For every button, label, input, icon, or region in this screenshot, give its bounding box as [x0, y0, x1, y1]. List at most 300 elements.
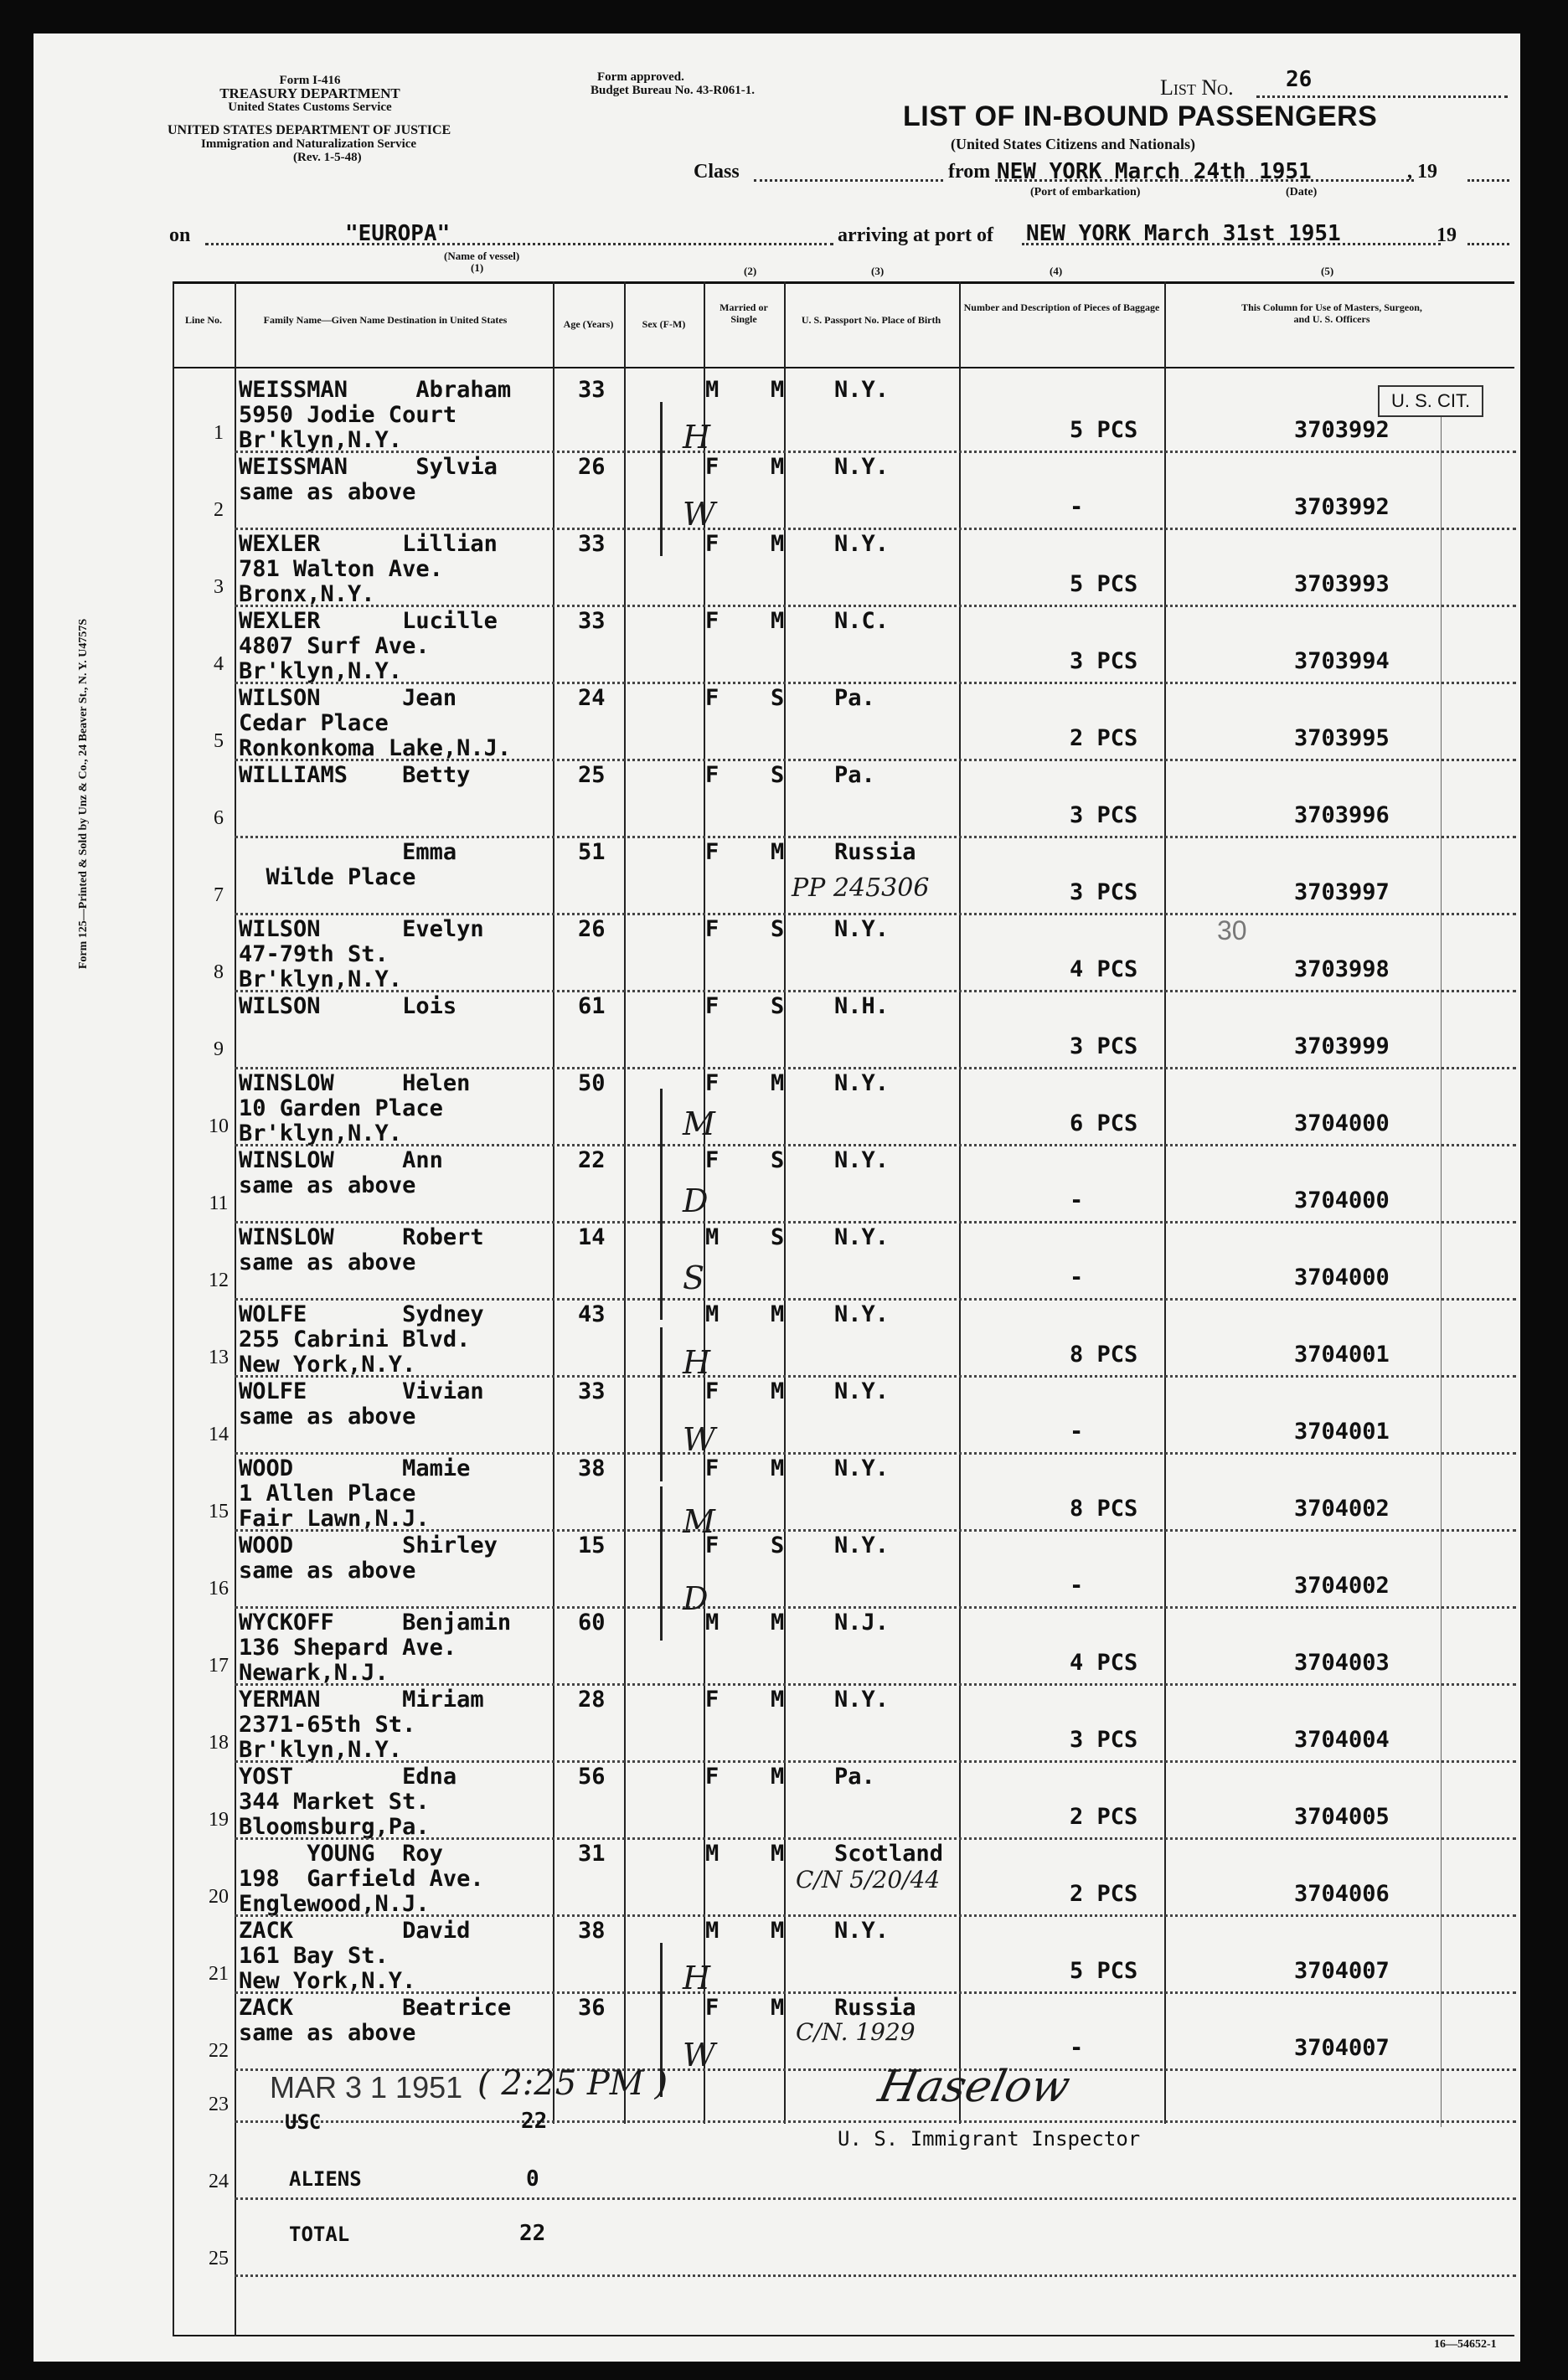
col-rule-name: [553, 281, 554, 2124]
passenger-name: WYCKOFF Benjamin: [239, 1610, 512, 1636]
passenger-name: WILSON Jean: [239, 685, 457, 711]
passenger-name: WINSLOW Helen: [239, 1070, 471, 1096]
pencil-number-30: 30: [1217, 915, 1247, 945]
service: United States Customs Service: [228, 100, 392, 114]
row-rule: [235, 1144, 1516, 1146]
passenger-name: WILSON Lois: [239, 993, 457, 1019]
passenger-name: WOLFE Sydney: [239, 1301, 484, 1327]
passenger-name: YOST Edna: [239, 1764, 457, 1790]
marital-status: S: [771, 916, 785, 942]
place-of-birth: Russia: [834, 839, 916, 865]
row-rule: [235, 528, 1516, 530]
destination-line-1: Cedar Place: [239, 710, 389, 736]
baggage: -: [1070, 1419, 1084, 1445]
line-number: 1: [214, 422, 224, 444]
col-num-2: (2): [744, 265, 757, 277]
col-rule-officers: [1441, 402, 1442, 2127]
sex: M: [705, 1918, 720, 1944]
row-rule: [235, 1221, 1516, 1223]
age: 24: [578, 685, 606, 711]
row-rule: [235, 836, 1516, 838]
col-head-passport: U. S. Passport No. Place of Birth: [801, 314, 941, 326]
sex: F: [705, 1070, 720, 1096]
official-number: 3704003: [1294, 1650, 1390, 1676]
passenger-name: Emma: [239, 839, 457, 865]
marital-status: M: [771, 1995, 785, 2021]
marital-status: M: [771, 1764, 785, 1790]
row-rule: [235, 759, 1516, 761]
destination-line-2: New York,N.Y.: [239, 1968, 416, 1994]
place-of-birth: N.J.: [834, 1610, 890, 1636]
usc-value: 22: [521, 2109, 548, 2134]
age: 38: [578, 1918, 606, 1944]
year-prefix-2: 19: [1436, 224, 1457, 246]
line-number: 4: [214, 653, 224, 675]
destination-line-2: New York,N.Y.: [239, 1352, 416, 1378]
destination-line-1: Wilde Place: [239, 864, 416, 890]
relationship-mark: W: [683, 1421, 716, 1458]
official-number: 3704006: [1294, 1881, 1390, 1907]
date-stamp: MAR 3 1 1951: [270, 2070, 463, 2104]
destination-line-1: same as above: [239, 1404, 416, 1430]
row-rule: [235, 1529, 1516, 1532]
marital-status: M: [771, 1378, 785, 1404]
baggage: -: [1070, 1265, 1084, 1290]
row-rule: [235, 1760, 1516, 1763]
destination-line-1: 255 Cabrini Blvd.: [239, 1327, 471, 1352]
passenger-name: ZACK David: [239, 1918, 471, 1944]
official-number: 3704004: [1294, 1727, 1390, 1753]
sex: F: [705, 993, 720, 1019]
relationship-mark: D: [683, 1182, 709, 1219]
sex: F: [705, 1533, 720, 1558]
destination-line-1: 136 Shepard Ave.: [239, 1635, 457, 1661]
sex: F: [705, 1455, 720, 1481]
age: 26: [578, 916, 606, 942]
immigration-service: Immigration and Naturalization Service: [201, 137, 417, 151]
row-rule: [235, 682, 1516, 684]
official-number: 3703996: [1294, 802, 1390, 828]
destination-line-2: Br'klyn,N.Y.: [239, 658, 403, 684]
place-of-birth: N.Y.: [834, 454, 890, 480]
port-of-embarkation: NEW YORK March 24th 1951: [997, 159, 1312, 184]
list-no-label: List No.: [1160, 75, 1234, 100]
col-rule-baggage: [1164, 281, 1166, 2124]
destination-line-1: same as above: [239, 1558, 416, 1584]
class-dots: [754, 179, 943, 182]
official-number: 3704000: [1294, 1187, 1390, 1213]
sex: F: [705, 608, 720, 634]
row-rule: [235, 2120, 1516, 2123]
list-no-dots: [1256, 95, 1508, 98]
line-number: 11: [209, 1193, 229, 1214]
passenger-name: WEXLER Lucille: [239, 608, 498, 634]
baggage: 3 PCS: [1070, 802, 1138, 828]
place-of-birth: N.Y.: [834, 531, 890, 557]
marital-status: S: [771, 685, 785, 711]
baggage: 8 PCS: [1070, 1342, 1138, 1368]
row-rule: [235, 1991, 1516, 1994]
age: 38: [578, 1455, 606, 1481]
sex: F: [705, 1764, 720, 1790]
baggage: -: [1070, 2035, 1084, 2061]
handwritten-cn-1: C/N 5/20/44: [796, 1866, 941, 1893]
manifest-page: [34, 33, 1520, 2362]
place-of-birth: N.H.: [834, 993, 890, 1019]
sex: M: [705, 1610, 720, 1636]
line-number: 20: [209, 1886, 229, 1908]
place-of-birth: N.Y.: [834, 1918, 890, 1944]
official-number: 3704000: [1294, 1265, 1390, 1290]
age: 15: [578, 1533, 606, 1558]
relationship-mark: M: [683, 1503, 715, 1540]
line-number: 18: [209, 1732, 229, 1754]
row-rule: [235, 451, 1516, 453]
row-rule: [235, 1375, 1516, 1378]
age: 36: [578, 1995, 606, 2021]
destination-line-1: 5950 Jodie Court: [239, 402, 457, 428]
baggage: 4 PCS: [1070, 1650, 1138, 1676]
line-number: 16: [209, 1578, 229, 1600]
place-of-birth: N.Y.: [834, 1687, 890, 1713]
passenger-name: YERMAN Miriam: [239, 1687, 484, 1713]
baggage: 4 PCS: [1070, 956, 1138, 982]
col-num-5: (5): [1321, 265, 1334, 277]
marital-status: S: [771, 1147, 785, 1173]
destination-line-1: 198 Garfield Ave.: [239, 1866, 484, 1892]
vessel-dots: [205, 243, 833, 245]
row-rule: [235, 1914, 1516, 1917]
official-number: 3704001: [1294, 1342, 1390, 1368]
destination-line-1: 4807 Surf Ave.: [239, 633, 430, 659]
official-number: 3703997: [1294, 879, 1390, 905]
row-rule: [235, 1067, 1516, 1069]
place-of-birth: N.Y.: [834, 1455, 890, 1481]
age: 33: [578, 531, 606, 557]
age: 60: [578, 1610, 606, 1636]
place-of-birth: N.Y.: [834, 1070, 890, 1096]
passenger-name: WEISSMAN Abraham: [239, 377, 512, 403]
sex: F: [705, 685, 720, 711]
sex: F: [705, 454, 720, 480]
justice-block: [168, 124, 544, 164]
baggage: -: [1070, 494, 1084, 520]
relationship-mark: D: [683, 1580, 709, 1617]
handwritten-passport: PP 245306: [792, 873, 930, 903]
inspector-title: U. S. Immigrant Inspector: [838, 2127, 1141, 2151]
relationship-mark: W: [683, 496, 716, 533]
official-number: 3704007: [1294, 1958, 1390, 1984]
marital-status: M: [771, 1687, 785, 1713]
line-number: 13: [209, 1347, 229, 1368]
form-number: Form I-416: [279, 74, 341, 87]
destination-line-2: Br'klyn,N.Y.: [239, 966, 403, 992]
arriving-label: arriving at port of: [838, 224, 993, 246]
age: 31: [578, 1841, 606, 1867]
total-value: 22: [519, 2221, 546, 2246]
passenger-name: WEXLER Lillian: [239, 531, 498, 557]
col-rule-passport: [959, 281, 961, 2124]
sex: M: [705, 1841, 720, 1867]
passenger-name: WILLIAMS Betty: [239, 762, 471, 788]
footer-code: 16—54652-1: [1434, 2338, 1497, 2351]
vessel-caption: (Name of vessel): [444, 250, 520, 262]
line-number: 25: [209, 2248, 229, 2269]
official-number: 3704001: [1294, 1419, 1390, 1445]
line-number: 12: [209, 1270, 229, 1291]
destination-line-1: 161 Bay St.: [239, 1943, 389, 1969]
col-rule-left: [173, 281, 174, 2336]
baggage: 8 PCS: [1070, 1496, 1138, 1522]
sex: F: [705, 1995, 720, 2021]
row-rule: [235, 2197, 1516, 2200]
marital-status: M: [771, 608, 785, 634]
official-number: 3704005: [1294, 1804, 1390, 1830]
col-head-baggage: Number and Description of Pieces of Baggage: [963, 301, 1160, 313]
marital-status: S: [771, 762, 785, 788]
inspector-signature: Haselow: [874, 2062, 1075, 2112]
official-number: 3703999: [1294, 1033, 1390, 1059]
baggage: 5 PCS: [1070, 417, 1138, 443]
vessel-name: "EUROPA": [345, 221, 451, 246]
destination-line-2: Bloomsburg,Pa.: [239, 1814, 430, 1840]
destination-line-1: 1 Allen Place: [239, 1481, 416, 1507]
baggage: 3 PCS: [1070, 1727, 1138, 1753]
line-number: 3: [214, 576, 224, 598]
vessel-col: (1): [471, 261, 484, 274]
line-number: 14: [209, 1424, 229, 1445]
aliens-label: ALIENS: [289, 2167, 362, 2191]
col-num-4: (4): [1050, 265, 1063, 277]
port-embark-caption: (Port of embarkation): [1030, 186, 1141, 198]
marital-status: M: [771, 377, 785, 403]
baggage: 3 PCS: [1070, 648, 1138, 674]
marital-status: M: [771, 531, 785, 557]
official-number: 3703992: [1294, 494, 1390, 520]
line-number: 24: [209, 2171, 229, 2192]
age: 51: [578, 839, 606, 865]
line-number: 8: [214, 961, 224, 983]
relationship-mark: S: [683, 1260, 705, 1296]
age: 28: [578, 1687, 606, 1713]
destination-line-2: Ronkonkoma Lake,N.J.: [239, 735, 512, 761]
marital-status: S: [771, 1533, 785, 1558]
destination-line-2: Br'klyn,N.Y.: [239, 1120, 403, 1146]
col-head-married: Married or Single: [720, 301, 768, 325]
baggage: 5 PCS: [1070, 1958, 1138, 1984]
place-of-birth: N.Y.: [834, 377, 890, 403]
baggage: 2 PCS: [1070, 1881, 1138, 1907]
destination-line-2: Br'klyn,N.Y.: [239, 1737, 403, 1763]
destination-line-1: 47-79th St.: [239, 941, 389, 967]
baggage: 3 PCS: [1070, 1033, 1138, 1059]
destination-line-2: Fair Lawn,N.J.: [239, 1506, 430, 1532]
col-head-sex: Sex (F-M): [642, 318, 686, 330]
marital-status: M: [771, 1918, 785, 1944]
passenger-name: WOOD Shirley: [239, 1533, 498, 1558]
official-number: 3703994: [1294, 648, 1390, 674]
age: 33: [578, 377, 606, 403]
sex: F: [705, 1687, 720, 1713]
age: 26: [578, 454, 606, 480]
baggage: 2 PCS: [1070, 725, 1138, 751]
row-rule: [235, 1606, 1516, 1609]
manifest-subtitle: (United States Citizens and Nationals): [951, 136, 1196, 152]
line-number: 7: [214, 884, 224, 906]
form-approved: Form approved.: [597, 70, 684, 84]
aliens-value: 0: [526, 2166, 539, 2192]
year-prefix: , 19: [1407, 161, 1437, 183]
passenger-name: WOLFE Vivian: [239, 1378, 484, 1404]
from-label: from: [948, 161, 991, 183]
justice-dept: UNITED STATES DEPARTMENT OF JUSTICE: [168, 123, 451, 137]
line-number: 5: [214, 730, 224, 752]
passenger-name: WINSLOW Ann: [239, 1147, 443, 1173]
age: 22: [578, 1147, 606, 1173]
age: 50: [578, 1070, 606, 1096]
official-number: 3704000: [1294, 1110, 1390, 1136]
marital-status: S: [771, 993, 785, 1019]
age: 33: [578, 1378, 606, 1404]
destination-line-1: 10 Garden Place: [239, 1095, 443, 1121]
place-of-birth: Scotland: [834, 1841, 944, 1867]
col-num-3: (3): [871, 265, 885, 277]
age: 25: [578, 762, 606, 788]
destination-line-2: Newark,N.J.: [239, 1660, 389, 1686]
relationship-mark: H: [683, 1960, 711, 1996]
line-number: 9: [214, 1038, 224, 1060]
sex: F: [705, 762, 720, 788]
col-head-age: Age (Years): [563, 318, 614, 330]
age: 14: [578, 1224, 606, 1250]
on-label: on: [169, 224, 191, 246]
row-rule: [235, 1452, 1516, 1455]
marital-status: M: [771, 1841, 785, 1867]
place-of-birth: Pa.: [834, 685, 875, 711]
destination-line-1: same as above: [239, 2020, 416, 2046]
place-of-birth: Pa.: [834, 1764, 875, 1790]
destination-line-1: same as above: [239, 1249, 416, 1275]
sex: M: [705, 1224, 720, 1250]
line-number: 6: [214, 807, 224, 829]
date-caption: (Date): [1286, 186, 1318, 198]
place-of-birth: N.Y.: [834, 1301, 890, 1327]
line-number: 21: [209, 1963, 229, 1985]
approval-block: [591, 70, 825, 97]
relationship-mark: M: [683, 1105, 715, 1142]
line-number: 23: [209, 2094, 229, 2115]
marital-status: M: [771, 1610, 785, 1636]
handwritten-cn-2: C/N. 1929: [796, 2018, 916, 2046]
table-header-rule: [173, 367, 1514, 368]
marital-status: M: [771, 1455, 785, 1481]
official-number: 3704002: [1294, 1496, 1390, 1522]
row-rule: [235, 2274, 1516, 2277]
us-cit-stamp: U. S. CIT.: [1378, 385, 1483, 417]
place-of-birth: N.Y.: [834, 1533, 890, 1558]
destination-line-1: 2371-65th St.: [239, 1712, 416, 1738]
place-of-birth: N.Y.: [834, 916, 890, 942]
sex: F: [705, 531, 720, 557]
line-number: 19: [209, 1809, 229, 1831]
printer-imprint: Form 125—Printed & Sold by Unz & Co., 24 Beaver St., N. Y. U4757S: [77, 618, 90, 970]
destination-line-2: Englewood,N.J.: [239, 1891, 430, 1917]
col-head-officers: This Column for Use of Masters, Surgeon, and U. S. Officers: [1241, 301, 1422, 325]
official-number: 3704002: [1294, 1573, 1390, 1599]
form-revision: (Rev. 1-5-48): [293, 151, 362, 164]
relationship-mark: H: [683, 419, 711, 456]
age: 43: [578, 1301, 606, 1327]
total-label: TOTAL: [289, 2223, 350, 2246]
baggage: -: [1070, 1573, 1084, 1599]
sex: F: [705, 839, 720, 865]
baggage: -: [1070, 1187, 1084, 1213]
form-id-block: [168, 74, 452, 114]
col-head-line: Line No.: [184, 314, 222, 326]
destination-line-1: same as above: [239, 479, 416, 505]
official-number: 3703995: [1294, 725, 1390, 751]
sex: M: [705, 377, 720, 403]
col-head-name: Family Name—Given Name Destination in United States: [263, 314, 508, 326]
row-rule: [235, 913, 1516, 915]
baggage: 2 PCS: [1070, 1804, 1138, 1830]
row-rule: [235, 1683, 1516, 1686]
list-no-value: 26: [1286, 67, 1313, 92]
class-label: Class: [694, 161, 740, 183]
place-of-birth: N.Y.: [834, 1378, 890, 1404]
col-rule-age: [624, 281, 626, 2124]
destination-line-2: Br'klyn,N.Y.: [239, 427, 403, 453]
official-number: 3703992: [1294, 417, 1390, 443]
passenger-name: WOOD Mamie: [239, 1455, 471, 1481]
budget-bureau: Budget Bureau No. 43-R061-1.: [591, 84, 755, 97]
destination-line-1: same as above: [239, 1172, 416, 1198]
marital-status: M: [771, 454, 785, 480]
age: 61: [578, 993, 606, 1019]
baggage: 5 PCS: [1070, 571, 1138, 597]
family-bracket: [660, 402, 673, 556]
port-of-arrival: NEW YORK March 31st 1951: [1026, 221, 1341, 246]
marital-status: S: [771, 1224, 785, 1250]
place-of-birth: N.Y.: [834, 1224, 890, 1250]
line-number: 22: [209, 2040, 229, 2062]
marital-status: M: [771, 1301, 785, 1327]
row-rule: [235, 1298, 1516, 1301]
sex: F: [705, 1147, 720, 1173]
family-bracket: [660, 1327, 673, 1481]
relationship-mark: W: [683, 2037, 716, 2073]
row-rule: [235, 1837, 1516, 1840]
line-number: 2: [214, 499, 224, 521]
relationship-mark: H: [683, 1344, 711, 1381]
sex: F: [705, 916, 720, 942]
table-bottom-rule: [173, 2335, 1514, 2336]
department: TREASURY DEPARTMENT: [219, 85, 400, 101]
age: 56: [578, 1764, 606, 1790]
passenger-name: WINSLOW Robert: [239, 1224, 484, 1250]
place-of-birth: N.Y.: [834, 1147, 890, 1173]
passenger-name: ZACK Beatrice: [239, 1995, 512, 2021]
passenger-name: YOUNG Roy: [239, 1841, 443, 1867]
manifest-title: LIST OF IN-BOUND PASSENGERS: [903, 100, 1378, 132]
marital-status: M: [771, 839, 785, 865]
family-bracket: [660, 1486, 673, 1641]
baggage: 3 PCS: [1070, 879, 1138, 905]
official-number: 3703998: [1294, 956, 1390, 982]
passenger-name: WILSON Evelyn: [239, 916, 484, 942]
place-of-birth: N.C.: [834, 608, 890, 634]
line-number: 10: [209, 1115, 229, 1137]
